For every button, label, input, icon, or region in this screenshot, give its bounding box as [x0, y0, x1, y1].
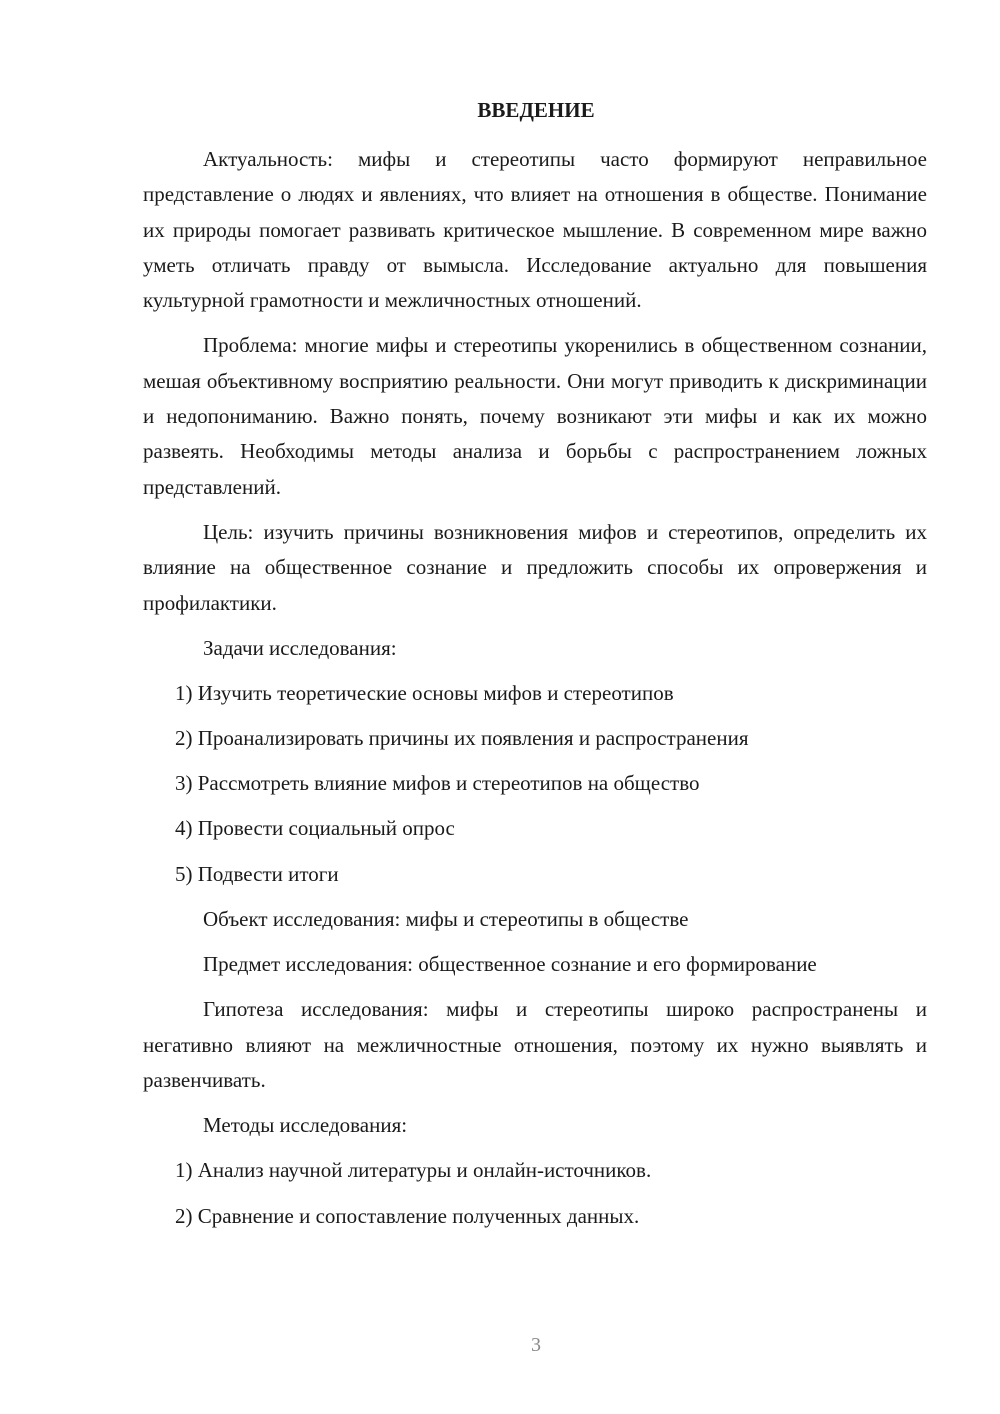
page-title: ВВЕДЕНИЕ	[477, 98, 595, 122]
task-item: 1) Изучить теоретические основы мифов и стереотипов	[175, 681, 674, 706]
page-number: 3	[531, 1334, 541, 1356]
goal-paragraph: Цель: изучить причины возникновения мифов и стереотипов, определить их влияние на общественное сознание и предложить способы их опровержения и профилактики.	[143, 519, 927, 615]
method-item: 2) Сравнение и сопоставление полученных данных.	[175, 1203, 640, 1228]
subject-paragraph: Предмет исследования: общественное сознание и его формирование	[203, 951, 817, 976]
hypothesis-paragraph: Гипотеза исследования: мифы и стереотипы широко распространены и негативно влияют на межличностные отношения, поэтому их нужно выявлять и развенчивать.	[143, 997, 927, 1092]
task-item: 5) Подвести итоги	[175, 861, 339, 886]
problem-paragraph: Проблема: многие мифы и стереотипы укоренились в общественном сознании, мешая объективному восприятию реальности. Они могут приводить к дискриминации и недопониманию. Важно понять, почему возникают эти мифы и как их можно развеять. Необходимы методы анализа и борьбы с распространением ложных представлений.	[143, 333, 927, 499]
document-body	[143, 142, 927, 1244]
task-item: 3) Рассмотреть влияние мифов и стереотипов на общество	[175, 771, 700, 796]
method-item: 1) Анализ научной литературы и онлайн-источников.	[175, 1158, 652, 1183]
object-paragraph: Объект исследования: мифы и стереотипы в обществе	[203, 906, 689, 931]
task-item: 2) Проанализировать причины их появления и распространения	[175, 726, 749, 751]
task-item: 4) Провести социальный опрос	[175, 816, 455, 841]
methods-heading: Методы исследования:	[203, 1113, 408, 1138]
relevance-paragraph: Актуальность: мифы и стереотипы часто формируют неправильное представление о людях и явлениях, что влияет на отношения в обществе. Понимание их природы помогает развивать критическое мышление. В современном мире важно уметь отличать правду от вымысла. Исследование актуально для повышения культурной грамотности и межличностных отношений.	[143, 147, 927, 313]
tasks-heading: Задачи исследования:	[203, 635, 397, 660]
